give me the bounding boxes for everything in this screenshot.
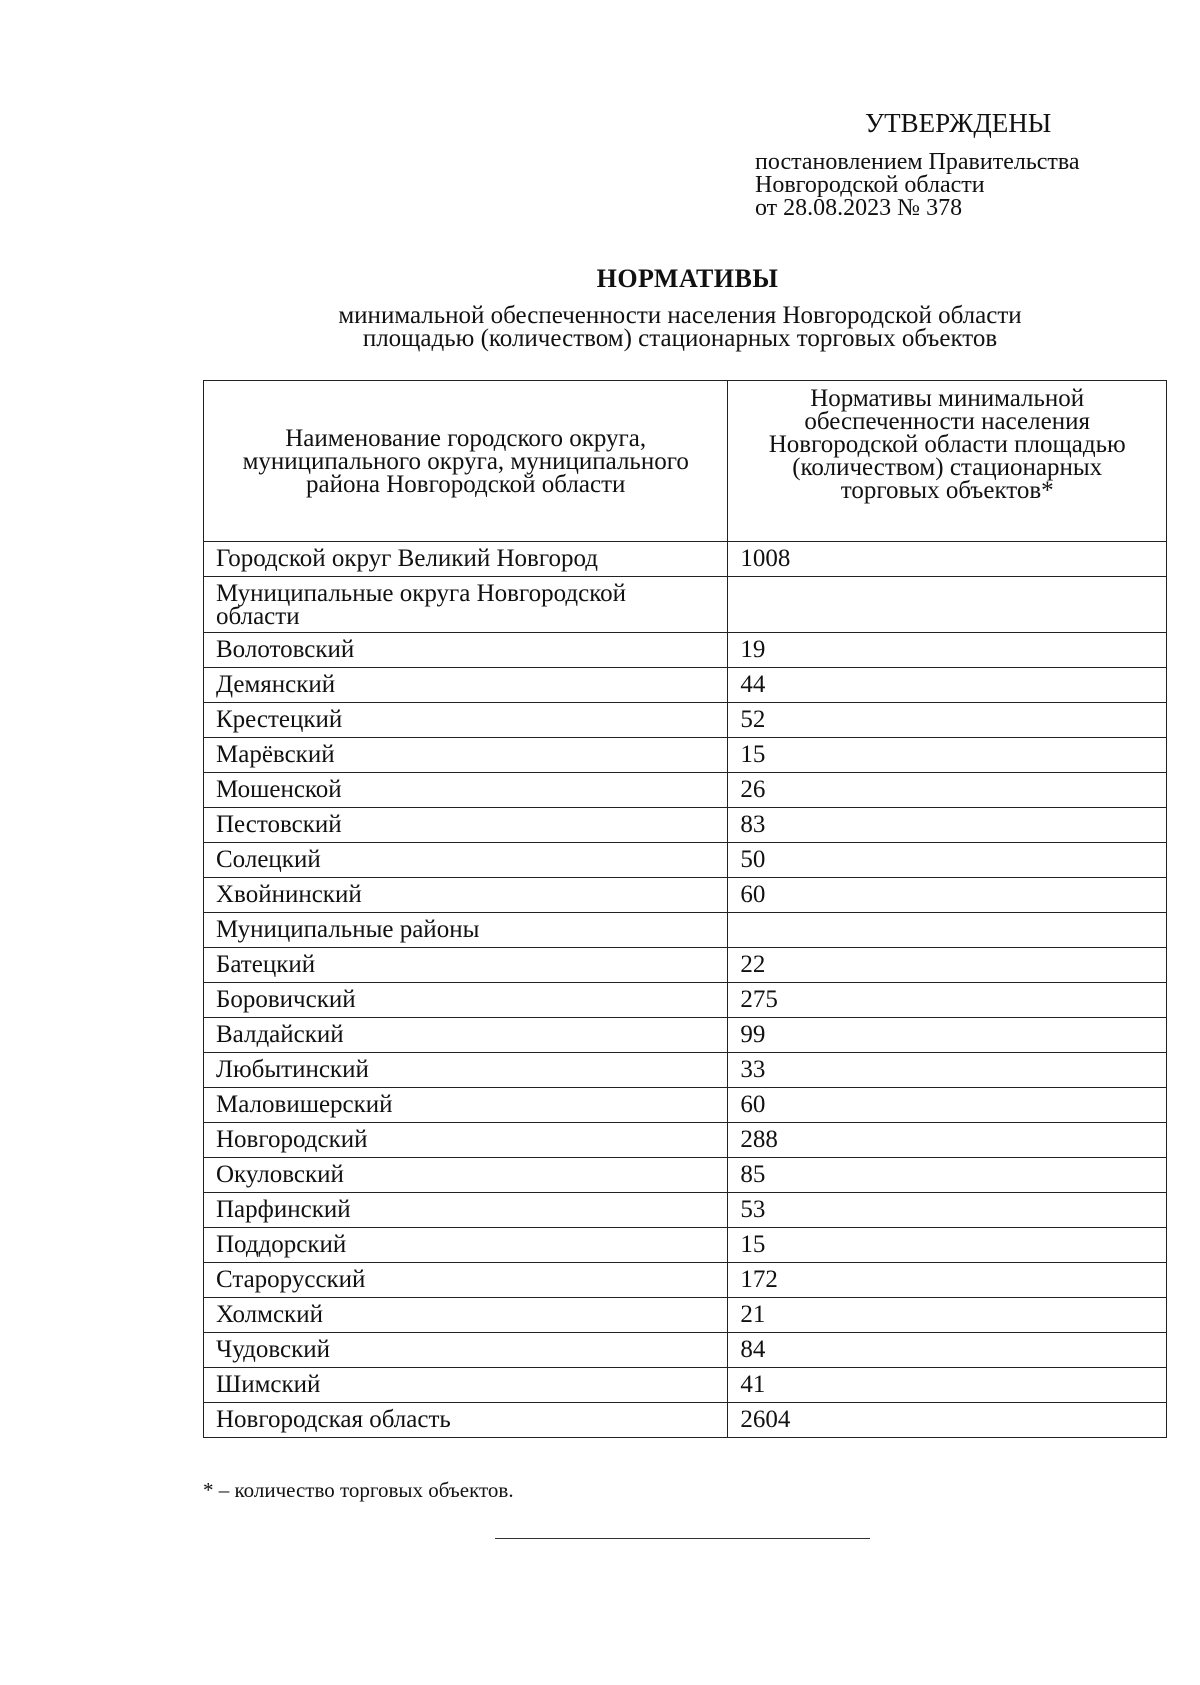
table-body — [204, 542, 1167, 1438]
row-name-cell: Шимский — [204, 1368, 728, 1403]
approval-block — [755, 108, 1175, 221]
row-name-cell: Пестовский — [204, 808, 728, 843]
row-name-cell: Чудовский — [204, 1333, 728, 1368]
table-row — [204, 1193, 1167, 1228]
row-name-cell: Маловишерский — [204, 1088, 728, 1123]
document-subtitle — [200, 304, 1160, 350]
table-row — [204, 843, 1167, 878]
table-row — [204, 1403, 1167, 1438]
row-value-cell — [728, 913, 1167, 948]
row-name-cell: Хвойнинский — [204, 878, 728, 913]
table-row — [204, 878, 1167, 913]
table-row — [204, 1088, 1167, 1123]
row-value-cell: 52 — [728, 703, 1167, 738]
row-value-cell: 288 — [728, 1123, 1167, 1158]
document-title: НОРМАТИВЫ — [596, 264, 779, 293]
table-row — [204, 1298, 1167, 1333]
table-row — [204, 773, 1167, 808]
row-value-cell: 21 — [728, 1298, 1167, 1333]
row-name-cell: Марёвский — [204, 738, 728, 773]
column-header-name: Наименование городского округа, муниципального округа, муниципального района Новгородской области — [204, 381, 728, 542]
row-value-cell: 1008 — [728, 542, 1167, 577]
row-value-cell: 15 — [728, 1228, 1167, 1263]
table-row — [204, 1053, 1167, 1088]
row-value-cell: 85 — [728, 1158, 1167, 1193]
table-row — [204, 948, 1167, 983]
table-row — [204, 1228, 1167, 1263]
table-row — [204, 1333, 1167, 1368]
table-row — [204, 738, 1167, 773]
table-row — [204, 542, 1167, 577]
row-name-cell: Любытинский — [204, 1053, 728, 1088]
approval-line: от 28.08.2023 № 378 — [755, 195, 963, 221]
row-name-cell: Старорусский — [204, 1263, 728, 1298]
row-name-cell: Поддорский — [204, 1228, 728, 1263]
row-value-cell: 33 — [728, 1053, 1167, 1088]
row-name-cell: Крестецкий — [204, 703, 728, 738]
row-name-cell: Холмский — [204, 1298, 728, 1333]
table-row — [204, 983, 1167, 1018]
approval-title: УТВЕРЖДЕНЫ — [865, 108, 1052, 138]
table-row — [204, 577, 1167, 633]
row-name-cell: Новгородская область — [204, 1403, 728, 1438]
row-value-cell: 172 — [728, 1263, 1167, 1298]
approval-line: Новгородской области — [755, 172, 985, 198]
table-row — [204, 1018, 1167, 1053]
row-value-cell: 83 — [728, 808, 1167, 843]
row-value-cell: 2604 — [728, 1403, 1167, 1438]
row-value-cell: 53 — [728, 1193, 1167, 1228]
row-value-cell: 99 — [728, 1018, 1167, 1053]
row-value-cell: 84 — [728, 1333, 1167, 1368]
row-name-cell: Окуловский — [204, 1158, 728, 1193]
row-value-cell: 275 — [728, 983, 1167, 1018]
row-value-cell: 19 — [728, 633, 1167, 668]
table-row — [204, 1263, 1167, 1298]
closing-rule — [495, 1538, 870, 1539]
row-name-cell: Муниципальные районы — [204, 913, 728, 948]
row-value-cell: 41 — [728, 1368, 1167, 1403]
table-row — [204, 633, 1167, 668]
footnote: * – количество торговых объектов. — [203, 1478, 514, 1502]
table-row — [204, 808, 1167, 843]
row-value-cell — [728, 577, 1167, 633]
row-name-cell: Волотовский — [204, 633, 728, 668]
table-row — [204, 1158, 1167, 1193]
row-name-cell: Солецкий — [204, 843, 728, 878]
row-name-cell: Мошенской — [204, 773, 728, 808]
table-row — [204, 1123, 1167, 1158]
row-name-cell: Батецкий — [204, 948, 728, 983]
table-row — [204, 703, 1167, 738]
table-row — [204, 1368, 1167, 1403]
subtitle-line: площадью (количеством) стационарных торговых объектов — [362, 325, 998, 352]
row-name-cell: Городской округ Великий Новгород — [204, 542, 728, 577]
table-row — [204, 913, 1167, 948]
table-row — [204, 668, 1167, 703]
row-value-cell: 44 — [728, 668, 1167, 703]
row-name-cell: Новгородский — [204, 1123, 728, 1158]
row-value-cell: 60 — [728, 878, 1167, 913]
row-name-cell: Муниципальные округа Новгородской области — [204, 577, 728, 633]
row-value-cell: 60 — [728, 1088, 1167, 1123]
row-value-cell: 15 — [728, 738, 1167, 773]
row-name-cell: Боровичский — [204, 983, 728, 1018]
approval-line: постановлением Правительства — [755, 149, 1080, 175]
row-name-cell: Демянский — [204, 668, 728, 703]
row-value-cell: 22 — [728, 948, 1167, 983]
row-value-cell: 26 — [728, 773, 1167, 808]
row-name-cell: Парфинский — [204, 1193, 728, 1228]
table-header-row — [204, 381, 1167, 542]
row-value-cell: 50 — [728, 843, 1167, 878]
row-name-cell: Валдайский — [204, 1018, 728, 1053]
column-header-norm: Нормативы минимальной обеспеченности населения Новгородской области площадью (количеством) стационарных торговых объектов* — [728, 381, 1167, 542]
norms-table — [203, 380, 1167, 1438]
subtitle-line: минимальной обеспеченности населения Новгородской области — [338, 302, 1022, 329]
